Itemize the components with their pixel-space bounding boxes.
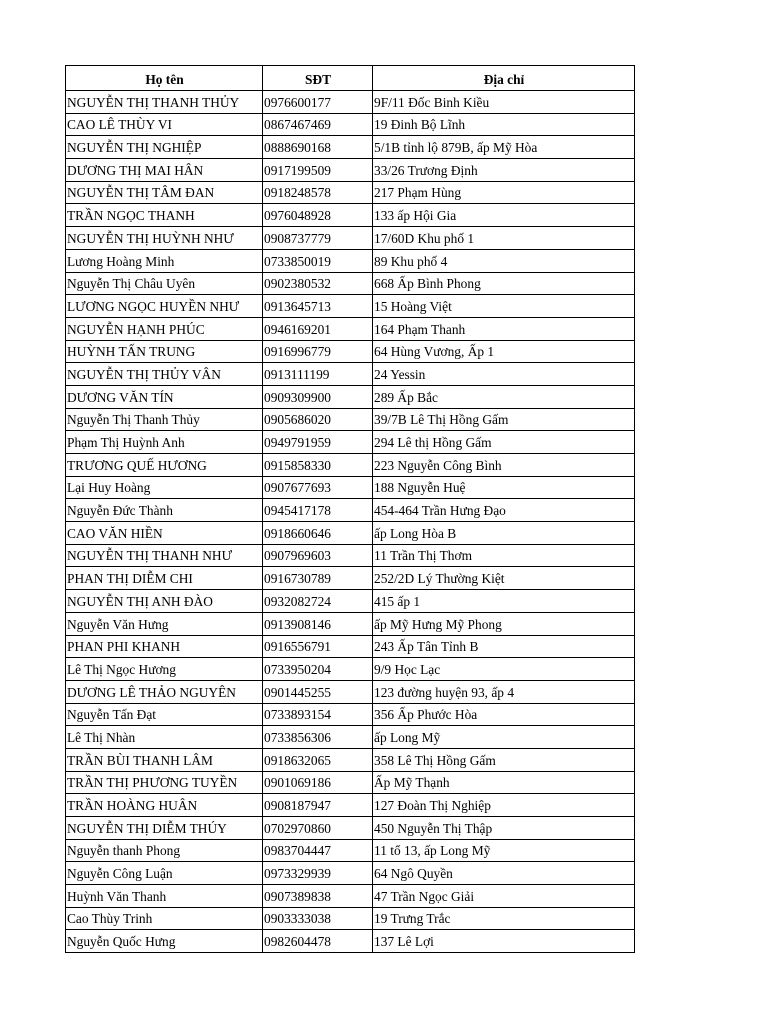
cell-phone: 0907677693: [263, 476, 373, 499]
cell-phone: 0913111199: [263, 363, 373, 386]
cell-name: LƯƠNG NGỌC HUYỀN NHƯ: [66, 295, 263, 318]
cell-phone: 0888690168: [263, 136, 373, 159]
cell-address: 243 Ấp Tân Tỉnh B: [373, 635, 635, 658]
table-row: [66, 522, 635, 545]
cell-phone: 0905686020: [263, 408, 373, 431]
cell-address: 9F/11 Đốc Binh Kiều: [373, 91, 635, 114]
table-row: [66, 249, 635, 272]
cell-name: NGUYỄN THỊ TÂM ĐAN: [66, 181, 263, 204]
cell-address: 33/26 Trương Định: [373, 159, 635, 182]
cell-address: 223 Nguyễn Công Bình: [373, 454, 635, 477]
cell-phone: 0733856306: [263, 726, 373, 749]
cell-address: 450 Nguyễn Thị Thập: [373, 817, 635, 840]
cell-phone: 0916730789: [263, 567, 373, 590]
header-row: [66, 66, 635, 91]
cell-name: DƯƠNG THỊ MAI HÂN: [66, 159, 263, 182]
cell-name: Nguyễn Công Luận: [66, 862, 263, 885]
cell-phone: 0918632065: [263, 748, 373, 771]
cell-name: Cao Thùy Trinh: [66, 907, 263, 930]
cell-address: 127 Đoàn Thị Nghiệp: [373, 794, 635, 817]
table-row: [66, 113, 635, 136]
cell-address: 17/60D Khu phố 1: [373, 227, 635, 250]
cell-phone: 0973329939: [263, 862, 373, 885]
cell-address: 252/2D Lý Thường Kiệt: [373, 567, 635, 590]
table-row: [66, 703, 635, 726]
cell-phone: 0917199509: [263, 159, 373, 182]
table-row: [66, 317, 635, 340]
cell-phone: 0945417178: [263, 499, 373, 522]
table-row: [66, 567, 635, 590]
cell-phone: 0982604478: [263, 930, 373, 953]
cell-name: HUỲNH TẤN TRUNG: [66, 340, 263, 363]
contact-table: [65, 65, 635, 953]
cell-phone: 0908187947: [263, 794, 373, 817]
cell-address: ấp Mỹ Hưng Mỹ Phong: [373, 612, 635, 635]
cell-name: NGUYỄN HẠNH PHÚC: [66, 317, 263, 340]
cell-name: TRẦN BÙI THANH LÂM: [66, 748, 263, 771]
cell-address: 415 ấp 1: [373, 590, 635, 613]
table-row: [66, 431, 635, 454]
table-row: [66, 385, 635, 408]
cell-phone: 0946169201: [263, 317, 373, 340]
cell-name: TRẦN NGỌC THANH: [66, 204, 263, 227]
cell-address: ấp Long Hòa B: [373, 522, 635, 545]
cell-phone: 0733850019: [263, 249, 373, 272]
cell-phone: 0702970860: [263, 817, 373, 840]
cell-address: 89 Khu phố 4: [373, 249, 635, 272]
cell-phone: 0932082724: [263, 590, 373, 613]
cell-address: 289 Ấp Bắc: [373, 385, 635, 408]
cell-name: PHAN PHI KHANH: [66, 635, 263, 658]
cell-address: 123 đường huyện 93, ấp 4: [373, 680, 635, 703]
cell-phone: 0907389838: [263, 885, 373, 908]
cell-name: TRƯƠNG QUẾ HƯƠNG: [66, 454, 263, 477]
table-row: [66, 658, 635, 681]
cell-address: 188 Nguyễn Huệ: [373, 476, 635, 499]
cell-address: 11 tổ 13, ấp Long Mỹ: [373, 839, 635, 862]
table-row: [66, 181, 635, 204]
table-row: [66, 227, 635, 250]
table-row: [66, 91, 635, 114]
table-row: [66, 476, 635, 499]
table-row: [66, 771, 635, 794]
cell-name: Nguyễn Thị Thanh Thủy: [66, 408, 263, 431]
cell-phone: 0913645713: [263, 295, 373, 318]
cell-name: Nguyễn Thị Châu Uyên: [66, 272, 263, 295]
table-row: [66, 295, 635, 318]
table-row: [66, 907, 635, 930]
cell-phone: 0733893154: [263, 703, 373, 726]
cell-address: 217 Phạm Hùng: [373, 181, 635, 204]
cell-address: 358 Lê Thị Hồng Gấm: [373, 748, 635, 771]
cell-name: PHAN THỊ DIỄM CHI: [66, 567, 263, 590]
cell-address: 454-464 Trần Hưng Đạo: [373, 499, 635, 522]
table-row: [66, 612, 635, 635]
header-name: Họ tên: [66, 66, 263, 91]
table-row: [66, 136, 635, 159]
cell-address: 24 Yessin: [373, 363, 635, 386]
cell-phone: 0867467469: [263, 113, 373, 136]
cell-name: Nguyễn Quốc Hưng: [66, 930, 263, 953]
cell-address: ấp Long Mỹ: [373, 726, 635, 749]
table-row: [66, 680, 635, 703]
cell-name: CAO LÊ THÙY VI: [66, 113, 263, 136]
cell-name: NGUYỄN THỊ HUỲNH NHƯ: [66, 227, 263, 250]
cell-name: Nguyễn Văn Hưng: [66, 612, 263, 635]
cell-phone: 0903333038: [263, 907, 373, 930]
table-row: [66, 748, 635, 771]
header-phone: SĐT: [263, 66, 373, 91]
cell-name: Lê Thị Ngọc Hương: [66, 658, 263, 681]
cell-name: NGUYỄN THỊ DIỄM THÚY: [66, 817, 263, 840]
cell-phone: 0976048928: [263, 204, 373, 227]
cell-address: 9/9 Học Lạc: [373, 658, 635, 681]
cell-name: Lương Hoàng Minh: [66, 249, 263, 272]
cell-name: Phạm Thị Huỳnh Anh: [66, 431, 263, 454]
cell-address: 64 Hùng Vương, Ấp 1: [373, 340, 635, 363]
table-row: [66, 544, 635, 567]
cell-name: NGUYỄN THỊ THANH NHƯ: [66, 544, 263, 567]
cell-name: Nguyễn Tấn Đạt: [66, 703, 263, 726]
table-row: [66, 363, 635, 386]
cell-phone: 0909309900: [263, 385, 373, 408]
cell-phone: 0902380532: [263, 272, 373, 295]
table-row: [66, 817, 635, 840]
cell-phone: 0916996779: [263, 340, 373, 363]
cell-name: NGUYỄN THỊ NGHIỆP: [66, 136, 263, 159]
table-row: [66, 408, 635, 431]
table-row: [66, 726, 635, 749]
table-row: [66, 590, 635, 613]
table-row: [66, 454, 635, 477]
cell-name: DƯƠNG VĂN TÍN: [66, 385, 263, 408]
cell-phone: 0733950204: [263, 658, 373, 681]
cell-phone: 0983704447: [263, 839, 373, 862]
table-row: [66, 930, 635, 953]
table-row: [66, 340, 635, 363]
cell-phone: 0901069186: [263, 771, 373, 794]
cell-phone: 0916556791: [263, 635, 373, 658]
cell-address: 64 Ngô Quyền: [373, 862, 635, 885]
table-row: [66, 204, 635, 227]
cell-name: TRẦN THỊ PHƯƠNG TUYỀN: [66, 771, 263, 794]
cell-name: NGUYỄN THỊ ANH ĐÀO: [66, 590, 263, 613]
cell-name: NGUYỄN THỊ THỦY VÂN: [66, 363, 263, 386]
cell-phone: 0913908146: [263, 612, 373, 635]
cell-address: 164 Phạm Thanh: [373, 317, 635, 340]
table-row: [66, 635, 635, 658]
table-row: [66, 794, 635, 817]
cell-phone: 0901445255: [263, 680, 373, 703]
cell-address: 15 Hoàng Việt: [373, 295, 635, 318]
cell-name: Lại Huy Hoàng: [66, 476, 263, 499]
cell-address: 39/7B Lê Thị Hồng Gấm: [373, 408, 635, 431]
cell-phone: 0918248578: [263, 181, 373, 204]
cell-name: TRẦN HOÀNG HUÂN: [66, 794, 263, 817]
cell-address: 19 Đinh Bộ Lĩnh: [373, 113, 635, 136]
cell-address: Ấp Mỹ Thạnh: [373, 771, 635, 794]
cell-address: 19 Trưng Trắc: [373, 907, 635, 930]
table-row: [66, 862, 635, 885]
cell-address: 5/1B tỉnh lộ 879B, ấp Mỹ Hòa: [373, 136, 635, 159]
cell-name: Lê Thị Nhàn: [66, 726, 263, 749]
cell-address: 137 Lê Lợi: [373, 930, 635, 953]
cell-name: CAO VĂN HIỀN: [66, 522, 263, 545]
cell-name: Huỳnh Văn Thanh: [66, 885, 263, 908]
table-row: [66, 499, 635, 522]
cell-name: DƯƠNG LÊ THẢO NGUYÊN: [66, 680, 263, 703]
table-row: [66, 885, 635, 908]
cell-name: Nguyễn thanh Phong: [66, 839, 263, 862]
cell-phone: 0907969603: [263, 544, 373, 567]
cell-name: Nguyễn Đức Thành: [66, 499, 263, 522]
cell-name: NGUYỄN THỊ THANH THỦY: [66, 91, 263, 114]
table-row: [66, 839, 635, 862]
cell-address: 356 Ấp Phước Hòa: [373, 703, 635, 726]
cell-phone: 0976600177: [263, 91, 373, 114]
table-row: [66, 272, 635, 295]
cell-address: 47 Trần Ngọc Giải: [373, 885, 635, 908]
cell-phone: 0918660646: [263, 522, 373, 545]
cell-address: 133 ấp Hội Gia: [373, 204, 635, 227]
cell-phone: 0908737779: [263, 227, 373, 250]
table-row: [66, 159, 635, 182]
cell-address: 294 Lê thị Hồng Gấm: [373, 431, 635, 454]
cell-phone: 0915858330: [263, 454, 373, 477]
header-address: Địa chỉ: [373, 66, 635, 91]
cell-address: 11 Trần Thị Thơm: [373, 544, 635, 567]
cell-phone: 0949791959: [263, 431, 373, 454]
cell-address: 668 Ấp Bình Phong: [373, 272, 635, 295]
